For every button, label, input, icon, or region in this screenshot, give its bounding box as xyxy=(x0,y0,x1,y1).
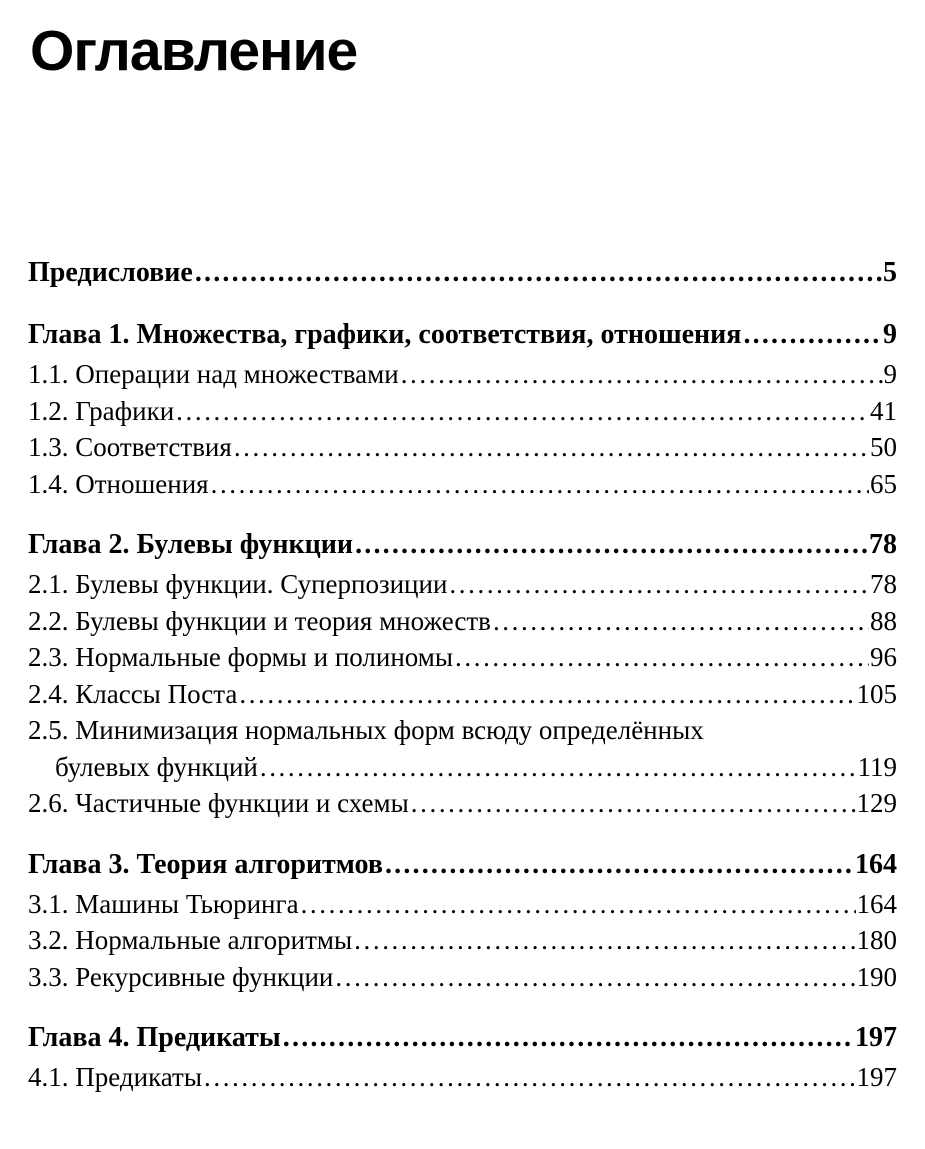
toc-page-number: 5 xyxy=(883,257,897,288)
toc-row-2-2 xyxy=(28,603,897,640)
toc-entry-label: 3.3. Рекурсивные функции xyxy=(28,961,334,992)
toc-row-1-2 xyxy=(28,393,897,430)
toc-entry-label: 2.6. Частичные функции и схемы xyxy=(28,788,409,818)
dot-leader xyxy=(409,785,856,822)
toc-page-number: 9 xyxy=(883,359,897,389)
toc-row-chapter-4 xyxy=(28,1019,897,1057)
toc-page-number: 197 xyxy=(856,1062,897,1092)
dot-leader xyxy=(202,1059,856,1096)
toc-row-4-1 xyxy=(28,1059,897,1096)
toc-row-1-1 xyxy=(28,356,897,393)
toc-entry-label: булевых функций xyxy=(55,751,258,782)
toc-entry-label: 2.1. Булевы функции. Суперпозиции xyxy=(28,569,448,599)
dot-leader xyxy=(383,846,854,884)
dot-leader xyxy=(741,316,882,354)
dot-leader xyxy=(399,356,883,393)
dot-leader xyxy=(237,676,855,713)
toc-row-2-6 xyxy=(28,785,897,822)
toc-page-number: 78 xyxy=(870,569,897,599)
toc-page-number: 190 xyxy=(856,961,897,992)
dot-leader xyxy=(299,886,856,923)
toc-page xyxy=(0,19,925,1149)
toc-entry-label: 1.4. Отношения xyxy=(28,468,209,499)
toc-entry-label: Глава 4. Предикаты xyxy=(28,1022,281,1053)
dot-leader xyxy=(193,254,882,292)
dot-leader xyxy=(258,749,857,786)
toc-entry-label: 2.4. Классы Поста xyxy=(28,678,238,709)
toc-page-number: 50 xyxy=(870,432,897,462)
dot-leader xyxy=(333,959,855,996)
toc-row-2-1 xyxy=(28,566,897,603)
toc-entry-label: 2.2. Булевы функции и теория множеств xyxy=(28,605,491,636)
toc-page-number: 197 xyxy=(855,1022,897,1053)
dot-leader xyxy=(209,466,869,503)
dot-leader xyxy=(453,639,869,676)
toc-entry-label: 4.1. Предикаты xyxy=(28,1062,202,1092)
toc-entry-label: 1.3. Соответствия xyxy=(28,432,232,462)
toc-page-number: 78 xyxy=(869,529,897,560)
dot-leader xyxy=(281,1019,854,1057)
toc-entry-label: 1.2. Графики xyxy=(28,395,175,426)
toc-row-chapter-1 xyxy=(28,316,897,354)
toc-entry-label: 2.3. Нормальные формы и полиномы xyxy=(28,642,454,672)
toc-row-2-3 xyxy=(28,639,897,676)
toc-entry-label: Глава 3. Теория алгоритмов xyxy=(28,848,383,880)
toc-row-2-4 xyxy=(28,676,897,713)
toc-row-chapter-2 xyxy=(28,526,897,564)
dot-leader xyxy=(353,526,868,564)
toc-page-number: 129 xyxy=(856,788,897,818)
toc-row-2-5-line1 xyxy=(28,712,897,749)
page-title: Оглавление xyxy=(30,19,358,83)
toc-entry-label: 3.2. Нормальные алгоритмы xyxy=(28,925,353,955)
toc-row-3-3 xyxy=(28,959,897,996)
dot-leader xyxy=(352,922,855,959)
toc-row-1-4 xyxy=(28,466,897,503)
toc-row-preface xyxy=(28,254,897,292)
dot-leader xyxy=(447,566,869,603)
toc-page-number: 88 xyxy=(870,605,897,636)
toc-page-number: 164 xyxy=(856,888,897,919)
toc-row-1-3 xyxy=(28,429,897,466)
toc-page-number: 65 xyxy=(870,468,897,499)
toc-row-3-1 xyxy=(28,886,897,923)
toc-entry-label: Глава 1. Множества, графики, соответствия, отношения xyxy=(28,319,742,350)
table-of-contents xyxy=(28,254,897,1096)
dot-leader xyxy=(491,603,869,640)
toc-page-number: 105 xyxy=(856,678,897,709)
toc-page-number: 41 xyxy=(870,395,897,426)
toc-row-chapter-3 xyxy=(28,846,897,884)
dot-leader xyxy=(232,429,869,466)
toc-entry-label: 1.1. Операции над множествами xyxy=(28,359,399,389)
toc-page-number: 96 xyxy=(870,642,897,672)
toc-entry-label: Предисловие xyxy=(28,257,193,288)
toc-entry-label: 3.1. Машины Тьюринга xyxy=(28,888,299,919)
toc-row-3-2 xyxy=(28,922,897,959)
dot-leader xyxy=(174,393,869,430)
toc-page-number: 180 xyxy=(856,925,897,955)
toc-entry-label: 2.5. Минимизация нормальных форм всюду определённых xyxy=(28,715,704,745)
toc-page-number: 119 xyxy=(857,751,897,782)
toc-entry-label: Глава 2. Булевы функции xyxy=(28,529,354,560)
toc-row-2-5-line2 xyxy=(28,749,897,786)
toc-page-number: 164 xyxy=(855,848,897,880)
toc-page-number: 9 xyxy=(883,319,897,350)
